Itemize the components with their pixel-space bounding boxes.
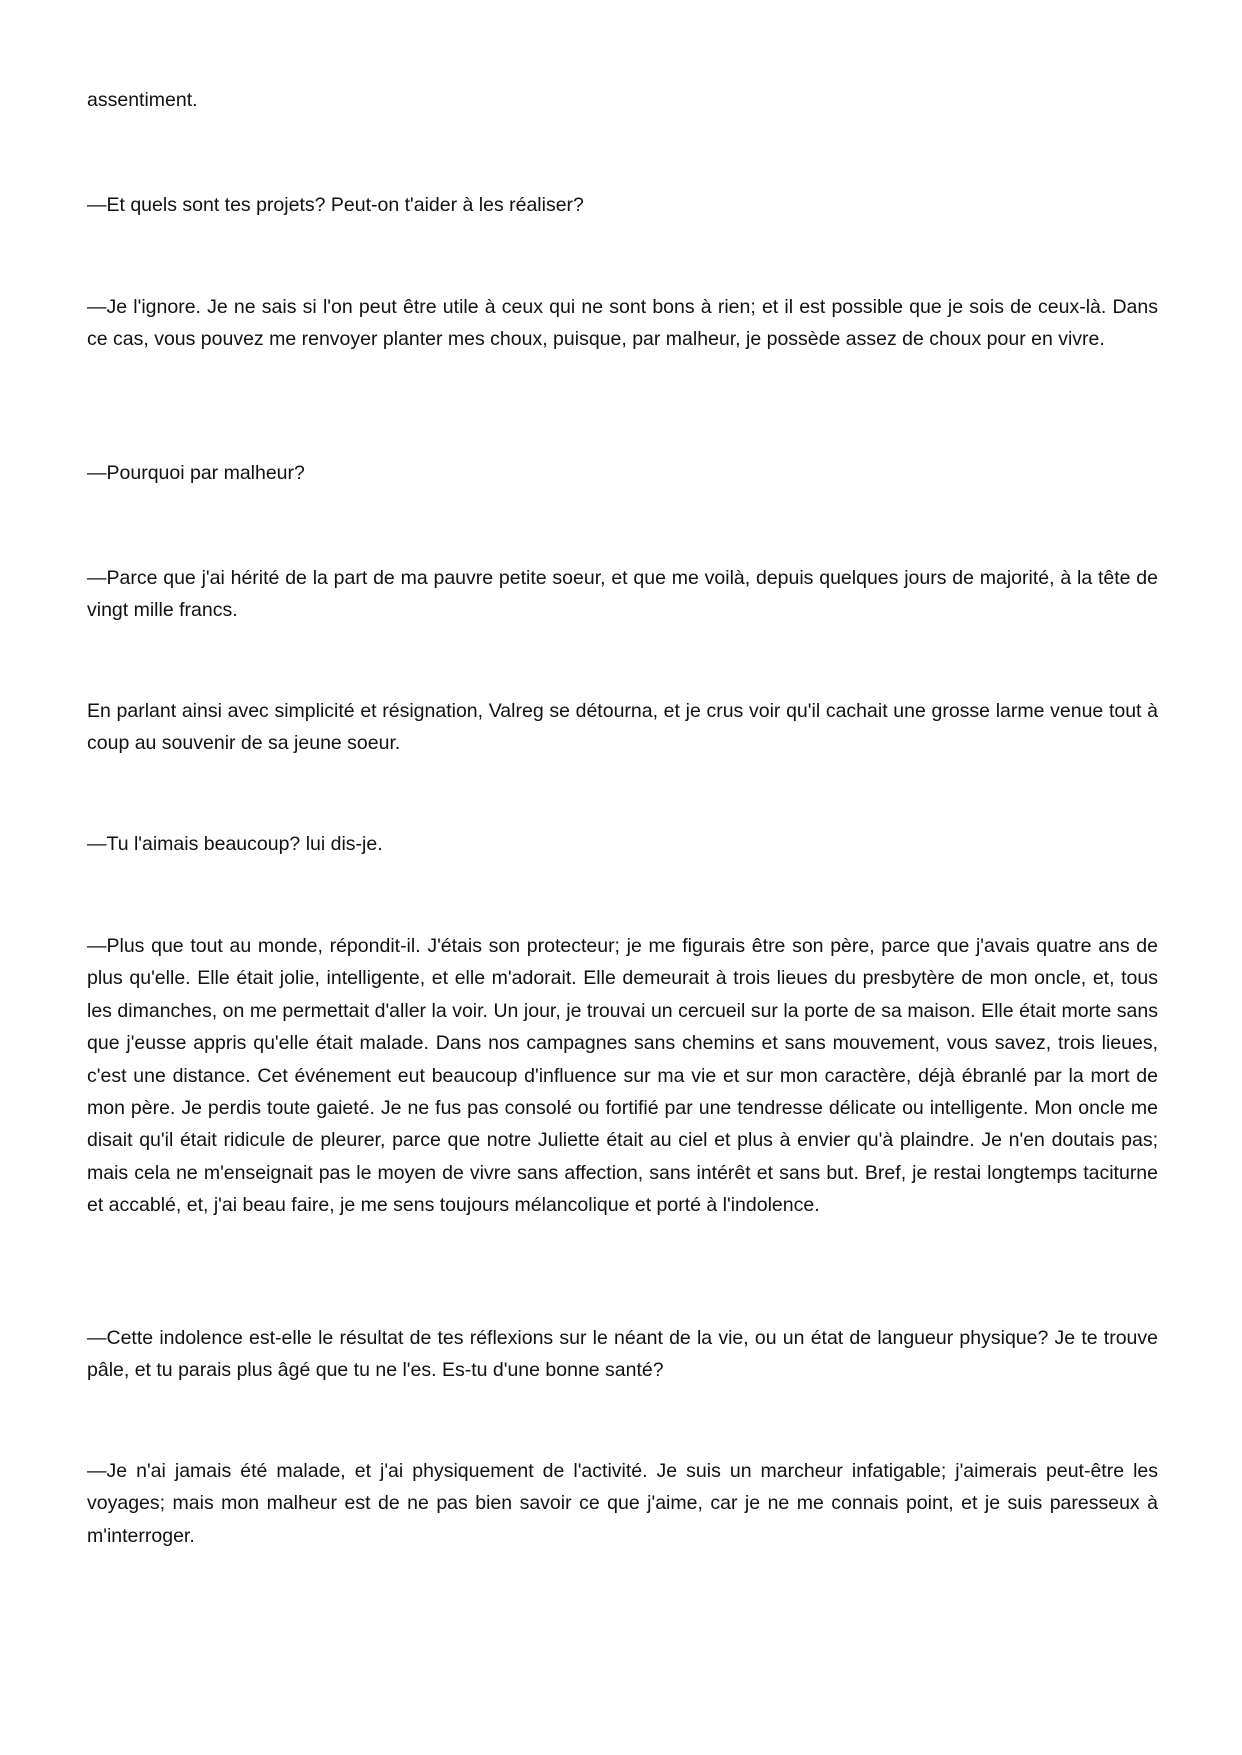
paragraph-10: —Je n'ai jamais été malade, et j'ai physiquement de l'activité. Je suis un marcheur infatigable; j'aimerais peut-être les voyages; mais mon malheur est de ne pas bien savoir ce que j'aime, car je ne me connais point, et je suis paresseux à m'interroger. [87,1460,1158,1547]
paragraph-4: —Pourquoi par malheur? [87,462,305,484]
paragraph-9: —Cette indolence est-elle le résultat de tes réflexions sur le néant de la vie, ou un état de langueur physique? Je te trouve pâle, et tu parais plus âgé que tu ne l'es. Es-tu d'une bonne santé? [87,1327,1158,1382]
paragraph-3: —Je l'ignore. Je ne sais si l'on peut être utile à ceux qui ne sont bons à rien; et il est possible que je sois de ceux-là. Dans ce cas, vous pouvez me renvoyer planter mes choux, puisque, par malheur, je possède assez de choux pour en vivre. [87,296,1158,351]
paragraph-1: assentiment. [87,89,198,111]
paragraph-6: En parlant ainsi avec simplicité et résignation, Valreg se détourna, et je crus voir qu'il cachait une grosse larme venue tout à coup au souvenir de sa jeune soeur. [87,700,1158,755]
paragraph-5: —Parce que j'ai hérité de la part de ma pauvre petite soeur, et que me voilà, depuis quelques jours de majorité, à la tête de vingt mille francs. [87,567,1158,622]
paragraph-7: —Tu l'aimais beaucoup? lui dis-je. [87,833,383,855]
paragraph-2: —Et quels sont tes projets? Peut-on t'aider à les réaliser? [87,194,584,216]
paragraph-8: —Plus que tout au monde, répondit-il. J'étais son protecteur; je me figurais être son père, parce que j'avais quatre ans de plus qu'elle. Elle était jolie, intelligente, et elle m'adorait. Elle demeurait à trois lieues du presbytère de mon oncle, et, tous les dimanches, on me permettait d'aller la voir. Un jour, je trouvai un cercueil sur la porte de sa maison. Elle était morte sans que j'eusse appris qu'elle était malade. Dans nos campagnes sans chemins et sans mouvement, vous savez, trois lieues, c'est une distance. Cet événement eut beaucoup d'influence sur ma vie et sur mon caractère, déjà ébranlé par la mort de mon père. Je perdis toute gaieté. Je ne fus pas consolé ou fortifié par une tendresse délicate ou intelligente. Mon oncle me disait qu'il était ridicule de pleurer, parce que notre Juliette était au ciel et plus à envier qu'à plaindre. Je n'en doutais pas; mais cela ne m'enseignait pas le moyen de vivre sans affection, sans intérêt et sans but. Bref, je restai longtemps taciturne et accablé, et, j'ai beau faire, je me sens toujours mélancolique et porté à l'indolence. [87,935,1158,1217]
